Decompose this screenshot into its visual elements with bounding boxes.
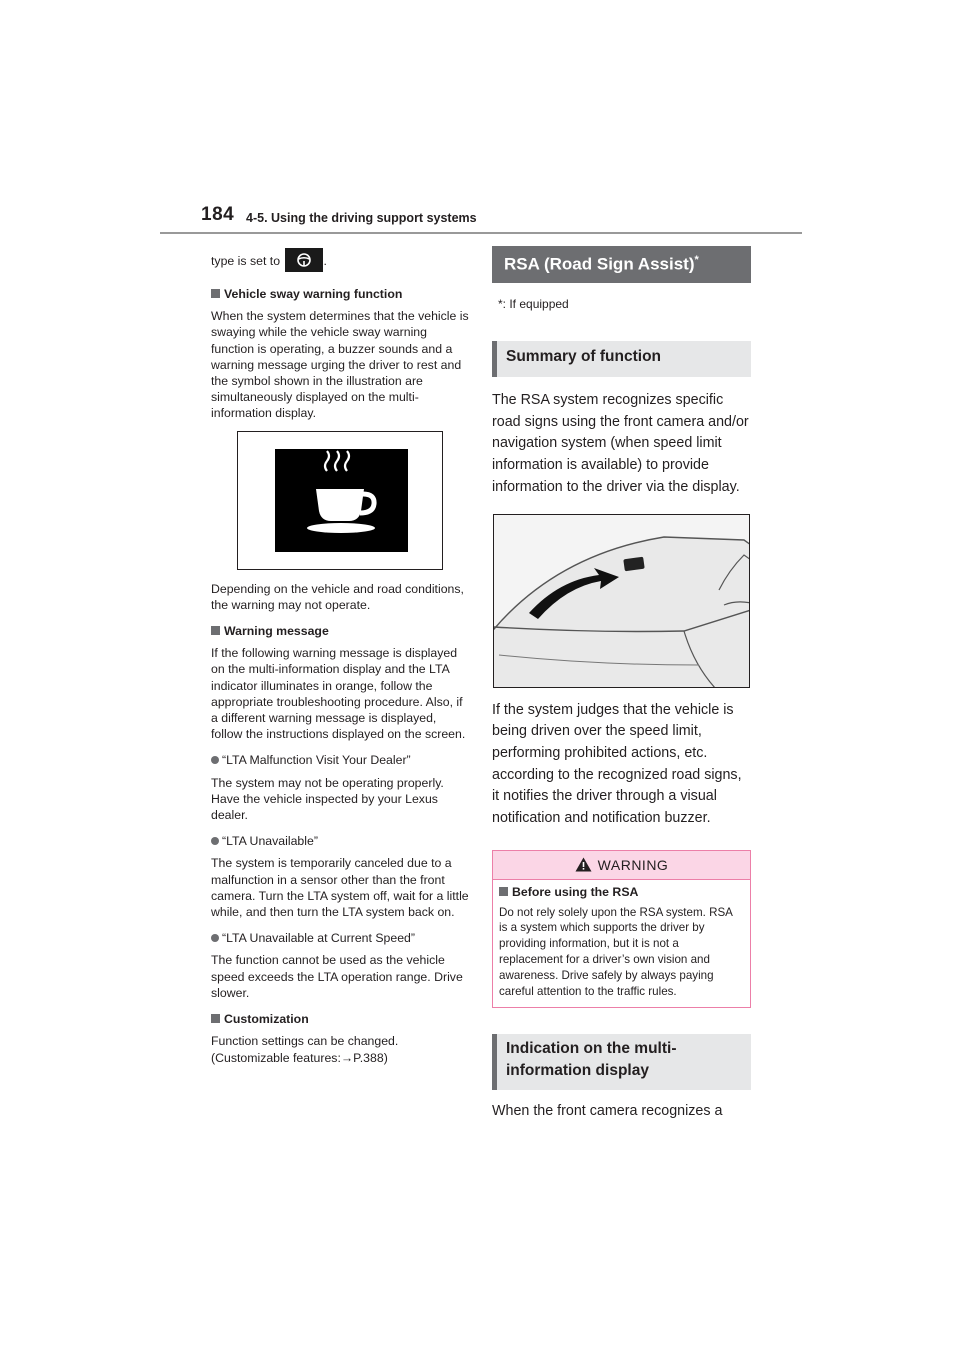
bullet-item — [211, 930, 469, 946]
warning-triangle-icon — [575, 857, 592, 875]
sway-heading: Vehicle sway warning function — [211, 286, 469, 302]
right-column — [492, 246, 751, 1123]
bullet-text: The system may not be operating properly. Have the vehicle inspected by your Lexus dealer. — [211, 775, 444, 823]
customization-link[interactable]: (Customizable features:→P.388) — [211, 1050, 388, 1065]
coffee-symbol — [275, 449, 408, 552]
rsa-section-title: RSA (Road Sign Assist)* — [492, 246, 751, 283]
warning-title: WARNING — [597, 856, 669, 873]
warning-body — [493, 880, 750, 1008]
asterisk-mark: * — [694, 254, 699, 266]
customization-text-1: Function settings can be changed. — [211, 1034, 399, 1049]
coffee-illustration — [237, 431, 443, 570]
bullet-item — [211, 752, 469, 768]
page-number: 184 — [201, 204, 235, 225]
warning-subheading: Before using the RSA — [499, 885, 742, 901]
judge-text: If the system judges that the vehicle is being driven over the speed limit, performing prohibited actions, etc. according to the recognized road signs, it notifies the driver through a visual notification and notification buzzer. — [492, 701, 742, 827]
left-column — [211, 248, 469, 1066]
footnote: *: If equipped — [498, 297, 569, 311]
intro-text: type is set to — [211, 254, 281, 268]
round-bullet-icon — [211, 756, 219, 764]
round-bullet-icon — [211, 934, 219, 942]
customization-heading: Customization — [211, 1011, 469, 1027]
warning-text: Do not rely solely upon the RSA system. RSA is a system which supports the driver by providing information, but it is not a replacement for a driver’s own vision and awareness. Drive safely by always paying careful attention to the traffic rules. — [499, 905, 733, 998]
warning-header — [493, 851, 750, 880]
indication-heading: Indication on the multi-information display — [492, 1034, 751, 1090]
intro-line — [211, 248, 469, 272]
square-bullet-icon — [499, 887, 508, 896]
round-bullet-icon — [211, 837, 219, 845]
coffee-cup-icon — [275, 449, 408, 552]
warning-box — [492, 850, 751, 1009]
warning-message-heading: Warning message — [211, 623, 469, 639]
summary-text: The RSA system recognizes specific road signs using the front camera and/or navigation system (when speed limit information is available) to provide information to the driver via the display. — [492, 392, 749, 495]
square-bullet-icon — [211, 626, 220, 635]
square-bullet-icon — [211, 1014, 220, 1023]
last-text: When the front camera recognizes a — [492, 1103, 723, 1120]
intro-end: . — [323, 254, 327, 268]
bullet-label: “LTA Malfunction Visit Your Dealer” — [222, 753, 411, 768]
square-bullet-icon — [211, 289, 220, 298]
bullet-text: The function cannot be used as the vehicle speed exceeds the LTA operation range. Drive slower. — [211, 953, 463, 1000]
summary-heading: Summary of function — [492, 341, 751, 377]
bullet-item — [211, 833, 469, 849]
windshield-camera-illustration — [493, 514, 750, 688]
header-rule — [160, 232, 802, 234]
sway-text: When the system determines that the vehicle is swaying while the vehicle sway warning function is operating, a buzzer sounds and a warning message urging the driver to rest and the symbol shown in the illustration are simultaneously displayed on the multi-information display. — [211, 309, 469, 421]
bullet-text: The system is temporarily canceled due to a malfunction in a sensor other than the front camera. Turn the LTA system off, wait for a little while, and then turn the LTA system back on. — [211, 856, 469, 920]
bullet-label: “LTA Unavailable at Current Speed” — [222, 931, 415, 946]
chapter-title: 4-5. Using the driving support systems — [246, 211, 477, 225]
after-illus-text: Depending on the vehicle and road conditions, the warning may not operate. — [211, 581, 464, 612]
steering-wheel-icon — [285, 248, 323, 272]
warning-message-text: If the following warning message is displayed on the multi-information display and the LTA indicator illuminates in orange, follow the appropriate troubleshooting procedure. Also, if a different warning message is displayed, follow the instructions displayed on the screen. — [211, 646, 466, 742]
bullet-label: “LTA Unavailable” — [222, 834, 318, 849]
